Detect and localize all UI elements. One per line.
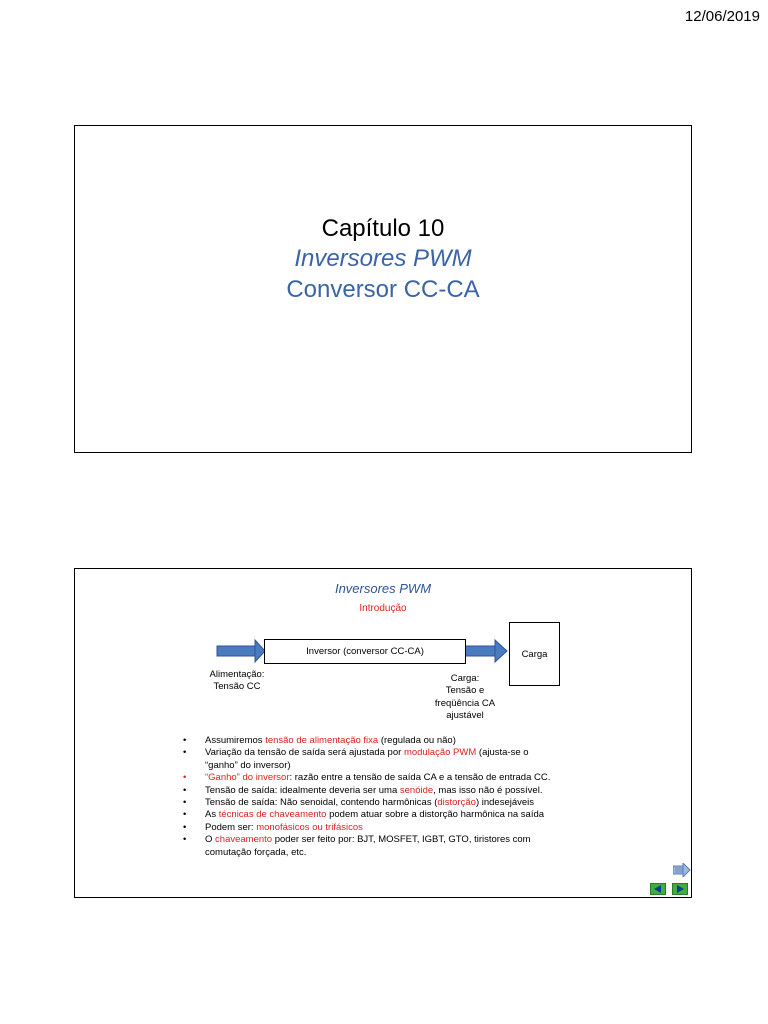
slide-1 (74, 125, 692, 453)
intro-bullet-list (183, 735, 683, 859)
load-label-line: Carga: (450, 673, 480, 684)
slide-2-subtitle: Introdução (359, 603, 407, 614)
input-arrow-icon (217, 640, 265, 662)
slide-2 (74, 568, 692, 898)
load-label-line: Tensão e (445, 685, 485, 697)
supply-label-line: Tensão CC (213, 681, 261, 693)
list-item: • Variação da tensão de saída será ajustada por modulação PWM (ajusta-se o “ganho” do inversor) (183, 747, 529, 771)
supply-label-line: Alimentação: (209, 669, 265, 680)
list-item: • As técnicas de chaveamento podem atuar sobre a distorção harmônica na saída (183, 809, 545, 821)
load-label-line: ajustável (446, 710, 484, 722)
inverter-box: Inversor (conversor CC-CA) (264, 639, 466, 664)
chapter-subtitle: Inversores PWM (294, 245, 472, 273)
prev-slide-button[interactable] (650, 883, 666, 895)
next-slide-button[interactable] (672, 883, 688, 895)
print-date: 12/06/2019 (684, 8, 760, 25)
list-item: • Tensão de saída: idealmente deveria ser uma senóide, mas isso não é possível. (183, 784, 543, 796)
list-item: • Tensão de saída: Não senoidal, contendo harmônicas (distorção) indesejáveis (183, 797, 535, 809)
chapter-subtitle-2: Conversor CC-CA (286, 275, 480, 303)
list-item: • Assumiremos tensão de alimentação fixa (regulada ou não) (183, 735, 456, 746)
chapter-title: Capítulo 10 (321, 215, 445, 242)
list-item: • Podem ser: monofásicos ou trifásicos (183, 821, 363, 833)
supply-label (185, 669, 289, 694)
list-item: • O chaveamento poder ser feito por: BJT, MOSFET, IGBT, GTO, tiristores com comutação forçada, etc. (183, 834, 531, 858)
load-box: Carga (509, 622, 560, 686)
output-arrow-icon (465, 640, 507, 662)
slide-1-title-block (75, 214, 691, 305)
load-label-line: freqüência CA (434, 697, 496, 709)
list-item: • “Ganho” do inversor: razão entre a tensão de saída CA e a tensão de entrada CC. (183, 772, 551, 784)
load-label (416, 673, 514, 722)
next-slide-hint-icon (673, 863, 691, 882)
slide-2-title: Inversores PWM (334, 581, 432, 596)
